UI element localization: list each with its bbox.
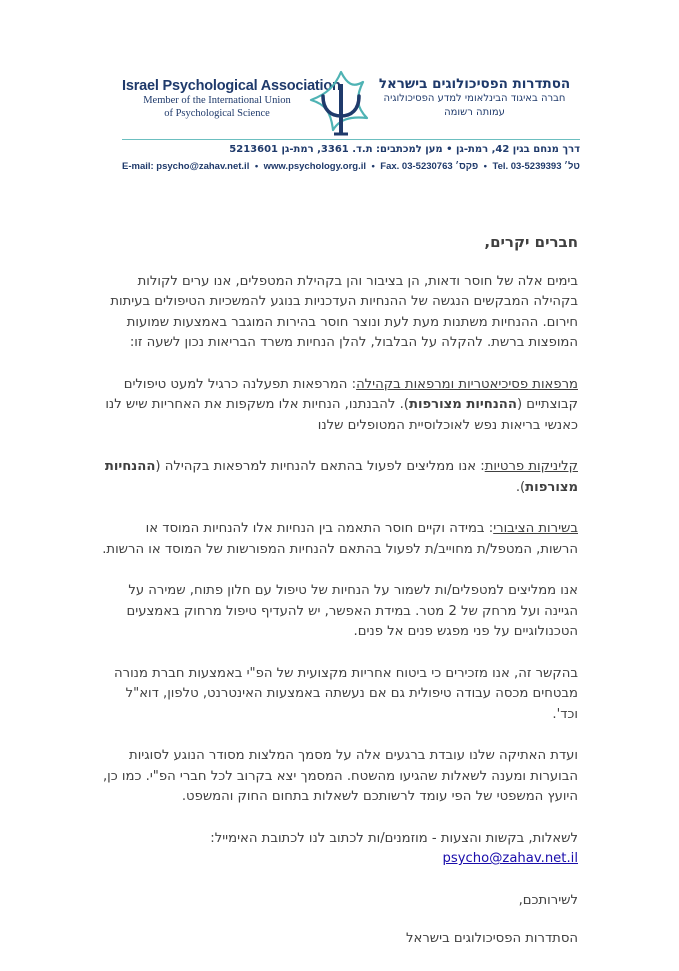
hebrew-membership-line: חברה באיגוד הבינלאומי למדע הפסיכולוגיה <box>383 93 566 104</box>
public-service-paragraph: בשירות הציבורי: במידה וקיים חוסר התאמה בין הנחיות אלו להנחיות המוסד או הרשות, המטפל/ת מחוייב/ת לפעול בהתאם להנחיות המפורשות של המוסד או הרשות. <box>102 521 578 557</box>
signature: הסתדרות הפסיכולוגים בישראל <box>406 931 578 946</box>
letter-body <box>100 232 578 971</box>
greeting: חברים יקרים, <box>484 233 578 251</box>
letterhead-divider <box>122 139 580 140</box>
private-clinics-paragraph: קליניקות פרטיות: אנו ממליצים לפעול בהתאם להנחיות למרפאות בקהילה (ההנחיות מצורפות). <box>104 459 578 495</box>
english-org-name: Israel Psychological Association <box>122 78 341 94</box>
recommendations-paragraph: אנו ממליצים למטפלים/ות לשמור על הנחיות של טיפול עם חלון פתוח, שמירה על הגיינה ועל מרחק של 2 מטר. במידת האפשר, יש להעדיף טיפול מרחוק באמצעים הטכנולוגיים על פני מפגש פנים אל פנים. <box>126 583 578 639</box>
insurance-paragraph: בהקשר זה, אנו מזכירים כי ביטוח אחריות מקצועית של הפ"י באמצעות חברת מנורה מבטחים מכסה עבודה טיפולית גם אם נעשתה באמצעות האינטרנט, טלפון, דוא"ל וכד'. <box>114 665 578 722</box>
hebrew-org-name: הסתדרות הפסיכולוגים בישראל <box>378 76 571 92</box>
attached-guidelines-1: ההנחיות מצורפות <box>408 397 517 412</box>
contact-fax: Fax. 03-5230763 פקס׳ <box>380 161 479 172</box>
psi-logo-icon <box>305 68 377 144</box>
hebrew-registered-line: עמותה רשומה <box>444 107 505 118</box>
clinics-paragraph: מרפאות פסיכיאטריות ומרפאות בקהילה: המרפאות תפעלנה כרגיל למעט טיפולים קבוצתיים (ההנחיות מצורפות). להבנתנו, הנחיות אלו משקפות את האחריות שיש לנו כאנשי בריאות נפש לאוכלוסיית המטופלים שלנו <box>105 376 578 433</box>
english-membership-line-2: of Psychological Science <box>164 108 270 119</box>
hebrew-org-block <box>372 76 577 120</box>
contact-email: E-mail: psycho@zahav.net.il <box>122 161 250 172</box>
contact-paragraph: לשאלות, בקשות והצעות - מוזמנים/ות לכתוב לנו לכתובת האימייל: psycho@zahav.net.il <box>210 830 578 866</box>
closing: לשירותכם, <box>518 892 578 908</box>
letterhead <box>0 0 679 180</box>
ethics-paragraph: ועדת האתיקה שלנו עובדת ברגעים אלה על מסמך המלצות מסודר הנוגע לסוגיות הבוערות ומענה לשאלות שהגיעו מהשטח. המסמך יצא בקרוב לכל חברי הפ"י. כמו כן, היועץ המשפטי של הפי עומד לרשותכם לשאלות בתחום החוק והמשפט. <box>102 748 578 804</box>
postal-address: דרך מנחם בגין 42, רמת-גן • מען למכתבים: ת.ד. 3361, רמת-גן 5213601 <box>229 144 580 155</box>
public-service-heading: בשירות הציבורי <box>493 521 578 536</box>
english-membership-line-1: Member of the International Union <box>143 95 291 106</box>
email-link[interactable]: psycho@zahav.net.il <box>442 851 578 866</box>
private-clinics-heading: קליניקות פרטיות <box>484 459 578 474</box>
intro-paragraph: בימים אלה של חוסר ודאות, הן בציבור והן בקהילת המטפלים, אנו ערים לקולות בקהילה המבקשים הנגשה של ההנחיות העדכניות בנוגע להמשכיות הטיפולים בעיתות חירום. ההנחיות משתנות מעת לעת ונוצר חוסר בהירות המוגבר באמצעות שמועות המופצות ברשת. להקלה על הבלבול, להלן הנחיות משרד הבריאות נכון לשעה זו: <box>110 273 578 350</box>
english-org-block <box>122 78 341 120</box>
contact-line: E-mail: psycho@zahav.net.il • www.psychology.org.il • Fax. 03-5230763 פקס׳ • Tel. 03-5239393 טל׳ <box>122 161 580 172</box>
contact-website: www.psychology.org.il <box>263 161 367 172</box>
contact-phone: Tel. 03-5239393 טל׳ <box>492 161 580 172</box>
attached-guidelines-2: ההנחיות מצורפות <box>104 459 578 495</box>
clinics-heading: מרפאות פסיכיאטריות ומרפאות בקהילה <box>356 376 578 392</box>
